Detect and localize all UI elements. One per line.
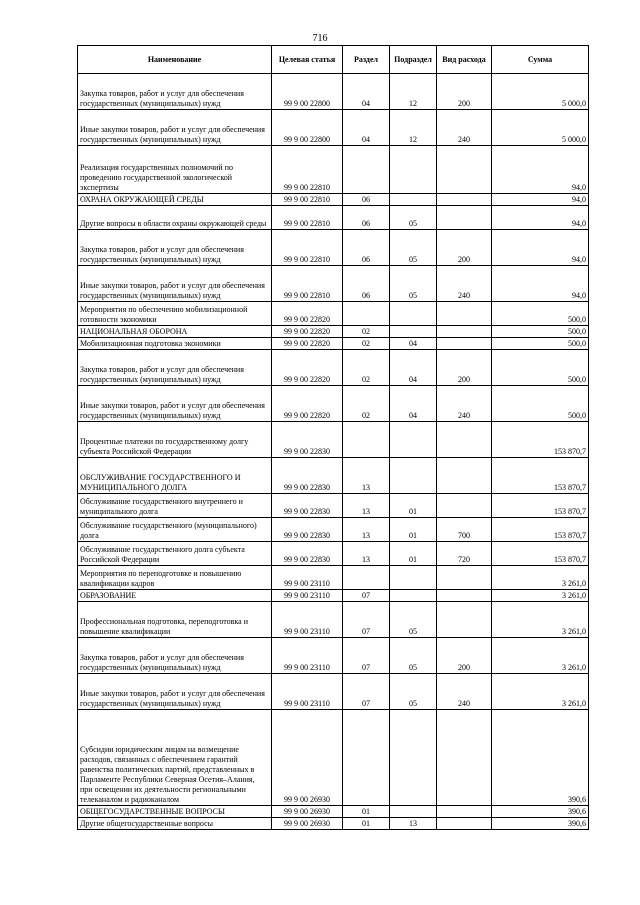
row-name: Другие общегосударственные вопросы — [78, 818, 272, 830]
row-name: Иные закупки товаров, работ и услуг для обеспечения государственных (муниципальных) нужд — [78, 674, 272, 710]
row-type — [437, 146, 492, 194]
row-subsection: 05 — [390, 638, 437, 674]
row-type — [437, 710, 492, 806]
table-row — [78, 74, 589, 110]
row-section — [343, 146, 390, 194]
table-row — [78, 110, 589, 146]
row-sum: 94,0 — [492, 194, 589, 206]
table-row — [78, 566, 589, 590]
row-subsection: 12 — [390, 74, 437, 110]
row-code: 99 9 00 22830 — [272, 542, 343, 566]
row-name: Закупка товаров, работ и услуг для обеспечения государственных (муниципальных) нужд — [78, 350, 272, 386]
row-section: 04 — [343, 110, 390, 146]
row-sum: 500,0 — [492, 350, 589, 386]
row-name: Процентные платежи по государственному долгу субъекта Российской Федерации — [78, 422, 272, 458]
row-sum: 94,0 — [492, 206, 589, 230]
table-row — [78, 302, 589, 326]
row-type — [437, 590, 492, 602]
row-section: 01 — [343, 806, 390, 818]
row-sum: 153 870,7 — [492, 518, 589, 542]
row-section — [343, 710, 390, 806]
row-sum: 500,0 — [492, 326, 589, 338]
table-row — [78, 638, 589, 674]
row-section: 13 — [343, 458, 390, 494]
row-sum: 94,0 — [492, 146, 589, 194]
row-name: Иные закупки товаров, работ и услуг для обеспечения государственных (муниципальных) нужд — [78, 386, 272, 422]
row-subsection: 05 — [390, 266, 437, 302]
row-subsection: 04 — [390, 386, 437, 422]
row-type — [437, 302, 492, 326]
row-type: 700 — [437, 518, 492, 542]
row-code: 99 9 00 22800 — [272, 110, 343, 146]
row-subsection — [390, 194, 437, 206]
table-row — [78, 494, 589, 518]
row-type — [437, 602, 492, 638]
row-section: 06 — [343, 206, 390, 230]
row-subsection: 04 — [390, 350, 437, 386]
row-sum: 3 261,0 — [492, 602, 589, 638]
row-code: 99 9 00 22820 — [272, 326, 343, 338]
row-sum: 500,0 — [492, 302, 589, 326]
row-name: Профессиональная подготовка, переподготовка и повышение квалификации — [78, 602, 272, 638]
table-body — [78, 74, 589, 830]
header-sum: Сумма — [492, 46, 589, 74]
table-row — [78, 146, 589, 194]
row-type — [437, 818, 492, 830]
row-sum: 153 870,7 — [492, 458, 589, 494]
row-sum: 153 870,7 — [492, 542, 589, 566]
row-code: 99 9 00 26930 — [272, 710, 343, 806]
row-subsection: 05 — [390, 602, 437, 638]
row-name: ОХРАНА ОКРУЖАЮЩЕЙ СРЕДЫ — [78, 194, 272, 206]
row-code: 99 9 00 22810 — [272, 266, 343, 302]
table-row — [78, 710, 589, 806]
row-name: Обслуживание государственного долга субъекта Российской Федерации — [78, 542, 272, 566]
table-row — [78, 806, 589, 818]
table-row — [78, 422, 589, 458]
row-code: 99 9 00 22810 — [272, 230, 343, 266]
row-name: ОБСЛУЖИВАНИЕ ГОСУДАРСТВЕННОГО И МУНИЦИПАЛЬНОГО ДОЛГА — [78, 458, 272, 494]
table-row — [78, 674, 589, 710]
row-code: 99 9 00 23110 — [272, 638, 343, 674]
table-row — [78, 266, 589, 302]
row-sum: 5 000,0 — [492, 74, 589, 110]
row-section: 13 — [343, 518, 390, 542]
row-name: Мобилизационная подготовка экономики — [78, 338, 272, 350]
row-subsection — [390, 302, 437, 326]
row-type: 240 — [437, 674, 492, 710]
table-row — [78, 230, 589, 266]
row-subsection: 05 — [390, 230, 437, 266]
row-type: 240 — [437, 266, 492, 302]
row-sum: 153 870,7 — [492, 494, 589, 518]
row-code: 99 9 00 23110 — [272, 674, 343, 710]
budget-table — [77, 45, 589, 830]
row-subsection: 12 — [390, 110, 437, 146]
row-section: 04 — [343, 74, 390, 110]
row-subsection — [390, 590, 437, 602]
row-name: Субсидии юридическим лицам на возмещение расходов, связанных с обеспечением гарантий равенства политических партий, представленных в Парламенте Республики Северная Осетия–Алания, при освещении их деятельности региональными телеканалом и радиоканалом — [78, 710, 272, 806]
row-subsection — [390, 806, 437, 818]
row-name: Иные закупки товаров, работ и услуг для обеспечения государственных (муниципальных) нужд — [78, 266, 272, 302]
row-sum: 3 261,0 — [492, 590, 589, 602]
row-type: 720 — [437, 542, 492, 566]
row-section — [343, 422, 390, 458]
row-type — [437, 338, 492, 350]
row-code: 99 9 00 22830 — [272, 494, 343, 518]
page-number: 716 — [312, 33, 328, 44]
row-sum: 390,6 — [492, 710, 589, 806]
row-name: ОБЩЕГОСУДАРСТВЕННЫЕ ВОПРОСЫ — [78, 806, 272, 818]
row-code: 99 9 00 22830 — [272, 422, 343, 458]
row-name: Закупка товаров, работ и услуг для обеспечения государственных (муниципальных) нужд — [78, 638, 272, 674]
table-header-row — [78, 46, 589, 74]
row-type — [437, 806, 492, 818]
row-section — [343, 566, 390, 590]
row-name: Иные закупки товаров, работ и услуг для обеспечения государственных (муниципальных) нужд — [78, 110, 272, 146]
row-section: 02 — [343, 326, 390, 338]
table-row — [78, 458, 589, 494]
row-section: 02 — [343, 350, 390, 386]
row-name: Другие вопросы в области охраны окружающей среды — [78, 206, 272, 230]
row-code: 99 9 00 26930 — [272, 818, 343, 830]
row-subsection — [390, 422, 437, 458]
header-section: Раздел — [343, 46, 390, 74]
row-section: 07 — [343, 602, 390, 638]
row-section: 13 — [343, 542, 390, 566]
row-code: 99 9 00 22830 — [272, 458, 343, 494]
row-code: 99 9 00 22810 — [272, 206, 343, 230]
row-subsection: 01 — [390, 518, 437, 542]
row-sum: 3 261,0 — [492, 674, 589, 710]
table-row — [78, 350, 589, 386]
row-sum: 3 261,0 — [492, 638, 589, 674]
row-subsection — [390, 146, 437, 194]
row-section: 07 — [343, 674, 390, 710]
row-subsection: 01 — [390, 542, 437, 566]
row-subsection: 04 — [390, 338, 437, 350]
row-type — [437, 494, 492, 518]
row-section: 01 — [343, 818, 390, 830]
row-subsection: 01 — [390, 494, 437, 518]
table-row — [78, 338, 589, 350]
row-sum: 3 261,0 — [492, 566, 589, 590]
row-type: 200 — [437, 230, 492, 266]
row-code: 99 9 00 22820 — [272, 302, 343, 326]
header-name: Наименование — [78, 46, 272, 74]
row-subsection — [390, 566, 437, 590]
row-section: 06 — [343, 194, 390, 206]
row-sum: 5 000,0 — [492, 110, 589, 146]
row-section: 07 — [343, 590, 390, 602]
table-row — [78, 590, 589, 602]
row-section: 13 — [343, 494, 390, 518]
row-sum: 94,0 — [492, 266, 589, 302]
row-code: 99 9 00 23110 — [272, 590, 343, 602]
row-code: 99 9 00 22810 — [272, 194, 343, 206]
row-subsection: 05 — [390, 674, 437, 710]
row-type — [437, 206, 492, 230]
row-code: 99 9 00 23110 — [272, 566, 343, 590]
row-code: 99 9 00 22820 — [272, 338, 343, 350]
row-subsection — [390, 458, 437, 494]
row-subsection — [390, 710, 437, 806]
row-type: 200 — [437, 350, 492, 386]
row-subsection: 13 — [390, 818, 437, 830]
row-name: ОБРАЗОВАНИЕ — [78, 590, 272, 602]
row-sum: 500,0 — [492, 386, 589, 422]
row-type: 200 — [437, 74, 492, 110]
row-name: Мероприятия по обеспечению мобилизационной готовности экономики — [78, 302, 272, 326]
row-subsection: 05 — [390, 206, 437, 230]
row-type — [437, 458, 492, 494]
row-section: 06 — [343, 266, 390, 302]
row-code: 99 9 00 22830 — [272, 518, 343, 542]
row-sum: 390,6 — [492, 818, 589, 830]
row-section — [343, 302, 390, 326]
header-code: Целевая статья — [272, 46, 343, 74]
row-sum: 390,6 — [492, 806, 589, 818]
table-row — [78, 518, 589, 542]
row-sum: 153 870,7 — [492, 422, 589, 458]
row-section: 07 — [343, 638, 390, 674]
row-code: 99 9 00 22820 — [272, 386, 343, 422]
header-type: Вид расхода — [437, 46, 492, 74]
table-row — [78, 206, 589, 230]
row-type — [437, 326, 492, 338]
row-name: Закупка товаров, работ и услуг для обеспечения государственных (муниципальных) нужд — [78, 74, 272, 110]
header-subsection: Подраздел — [390, 46, 437, 74]
table-row — [78, 542, 589, 566]
row-type: 240 — [437, 110, 492, 146]
row-code: 99 9 00 22810 — [272, 146, 343, 194]
row-name: Мероприятия по переподготовке и повышению квалификации кадров — [78, 566, 272, 590]
row-type — [437, 194, 492, 206]
row-type — [437, 422, 492, 458]
table-row — [78, 326, 589, 338]
row-section: 02 — [343, 386, 390, 422]
row-code: 99 9 00 22820 — [272, 350, 343, 386]
row-type — [437, 566, 492, 590]
row-sum: 500,0 — [492, 338, 589, 350]
row-name: Обслуживание государственного внутреннего и муниципального долга — [78, 494, 272, 518]
row-subsection — [390, 326, 437, 338]
row-code: 99 9 00 23110 — [272, 602, 343, 638]
row-name: Обслуживание государственного (муниципального) долга — [78, 518, 272, 542]
row-type: 240 — [437, 386, 492, 422]
row-name: Реализация государственных полномочий по проведению государственной экологической экспертизы — [78, 146, 272, 194]
table-row — [78, 386, 589, 422]
table-row — [78, 602, 589, 638]
row-sum: 94,0 — [492, 230, 589, 266]
table-row — [78, 818, 589, 830]
table-row — [78, 194, 589, 206]
row-name: Закупка товаров, работ и услуг для обеспечения государственных (муниципальных) нужд — [78, 230, 272, 266]
row-type: 200 — [437, 638, 492, 674]
row-name: НАЦИОНАЛЬНАЯ ОБОРОНА — [78, 326, 272, 338]
row-section: 06 — [343, 230, 390, 266]
row-section: 02 — [343, 338, 390, 350]
row-code: 99 9 00 26930 — [272, 806, 343, 818]
row-code: 99 9 00 22800 — [272, 74, 343, 110]
